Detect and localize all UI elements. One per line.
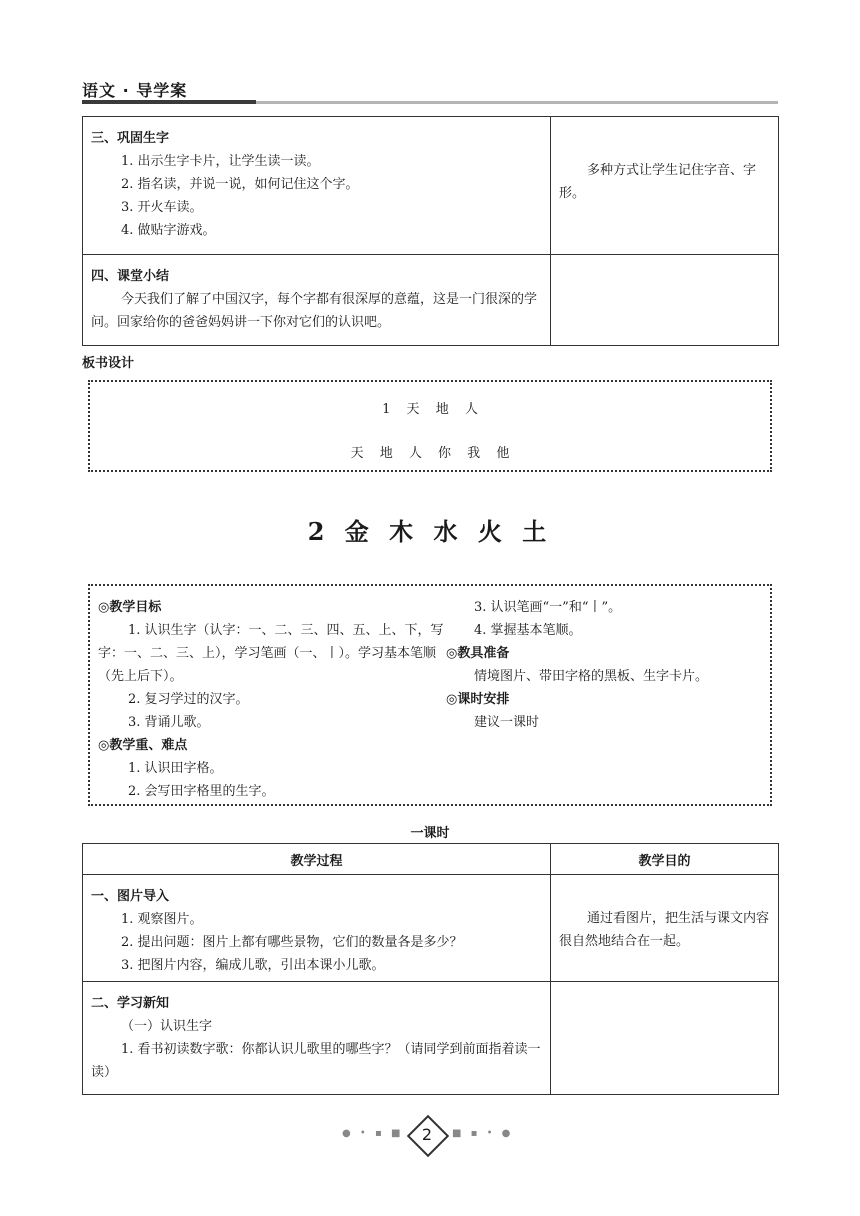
page-number: 2 xyxy=(421,1125,433,1144)
schedule-heading: ◎课时安排 xyxy=(446,692,510,707)
lesson-title: 2 金 木 水 火 土 xyxy=(307,517,553,546)
header-rule-dark xyxy=(82,100,256,104)
list-item: 3. 把图片内容，编成儿歌，引出本课小儿歌。 xyxy=(121,958,385,973)
process-cell xyxy=(83,255,551,345)
goal-item: 1. 认识生字（认字：一、二、三、四、五、上、下，写字：一、二、三、上），学习笔画（一、丨）。学习基本笔顺（先上后下）。 xyxy=(98,623,444,684)
lesson-table-continued xyxy=(82,116,779,346)
page-number-badge xyxy=(408,1116,446,1154)
table-row xyxy=(83,875,778,982)
column-header: 教学过程 xyxy=(83,844,551,874)
objectives-left-column xyxy=(98,596,446,803)
purpose-cell xyxy=(551,982,778,1094)
period-label: 一课时 xyxy=(410,826,450,841)
list-item: 2. 提出问题：图片上都有哪些景物，它们的数量各是多少？ xyxy=(121,935,463,950)
process-cell xyxy=(83,117,551,254)
goal-item: 3. 认识笔画“一”和“丨”。 xyxy=(474,600,622,615)
list-item: 4. 做贴字游戏。 xyxy=(121,223,216,238)
purpose-text: 通过看图片，把生活与课文内容很自然地结合在一起。 xyxy=(559,911,770,949)
table-row xyxy=(83,117,778,255)
table-header-row xyxy=(83,844,778,875)
purpose-cell xyxy=(551,255,778,345)
goal-item: 2. 复习学过的汉字。 xyxy=(128,692,249,707)
schedule-text: 建议一课时 xyxy=(474,715,540,730)
list-item: 1. 看书初读数字歌：你都认识儿歌里的哪些字？（请同学到前面指着读一读） xyxy=(91,1042,541,1080)
list-item: 1. 观察图片。 xyxy=(121,912,203,927)
lesson-table xyxy=(82,843,779,1095)
section-heading: 四、课堂小结 xyxy=(91,269,170,284)
page-ornament-left: ● • ▪ ■ xyxy=(342,1128,404,1139)
purpose-cell xyxy=(551,117,778,254)
goal-item: 3. 背诵儿歌。 xyxy=(128,715,210,730)
key-point-item: 2. 会写田字格里的生字。 xyxy=(128,784,275,799)
objectives-box xyxy=(88,584,772,806)
table-row xyxy=(83,255,778,345)
column-header: 教学目的 xyxy=(638,854,691,869)
header-rule-light xyxy=(256,101,778,104)
list-item: 1. 出示生字卡片，让学生读一读。 xyxy=(121,154,320,169)
process-cell xyxy=(83,875,551,981)
list-item: 2. 指名读，并说一说，如何记住这个字。 xyxy=(121,177,359,192)
tools-text: 情境图片、带田字格的黑板、生字卡片。 xyxy=(474,669,709,684)
goal-item: 4. 掌握基本笔顺。 xyxy=(474,623,582,638)
purpose-cell xyxy=(551,875,778,981)
section-heading: 二、学习新知 xyxy=(91,996,170,1011)
section-heading: 三、巩固生字 xyxy=(91,131,170,146)
board-line-1: 1 天 地 人 xyxy=(382,402,478,417)
running-header: 语文 · 导学案 xyxy=(82,81,188,100)
board-line-2: 天 地 人 你 我 他 xyxy=(350,446,510,461)
section-heading: 一、图片导入 xyxy=(91,889,170,904)
page-ornament-right: ■ ▪ • ● xyxy=(452,1128,514,1139)
list-item: 3. 开火车读。 xyxy=(121,200,203,215)
board-design-box xyxy=(88,380,772,472)
process-cell xyxy=(83,982,551,1094)
tools-heading: ◎教具准备 xyxy=(446,646,510,661)
goal-heading: ◎教学目标 xyxy=(98,600,162,615)
purpose-text: 多种方式让学生记住字音、字形。 xyxy=(559,163,757,201)
objectives-right-column xyxy=(446,596,766,734)
key-points-heading: ◎教学重、难点 xyxy=(98,738,188,753)
table-row xyxy=(83,982,778,1094)
subsection-heading: （一）认识生字 xyxy=(121,1019,213,1034)
summary-text: 今天我们了解了中国汉字，每个字都有很深厚的意蕴，这是一门很深的学问。回家给你的爸爸妈妈讲一下你对它们的认识吧。 xyxy=(91,292,538,330)
board-design-label: 板书设计 xyxy=(82,356,135,371)
key-point-item: 1. 认识田字格。 xyxy=(128,761,223,776)
